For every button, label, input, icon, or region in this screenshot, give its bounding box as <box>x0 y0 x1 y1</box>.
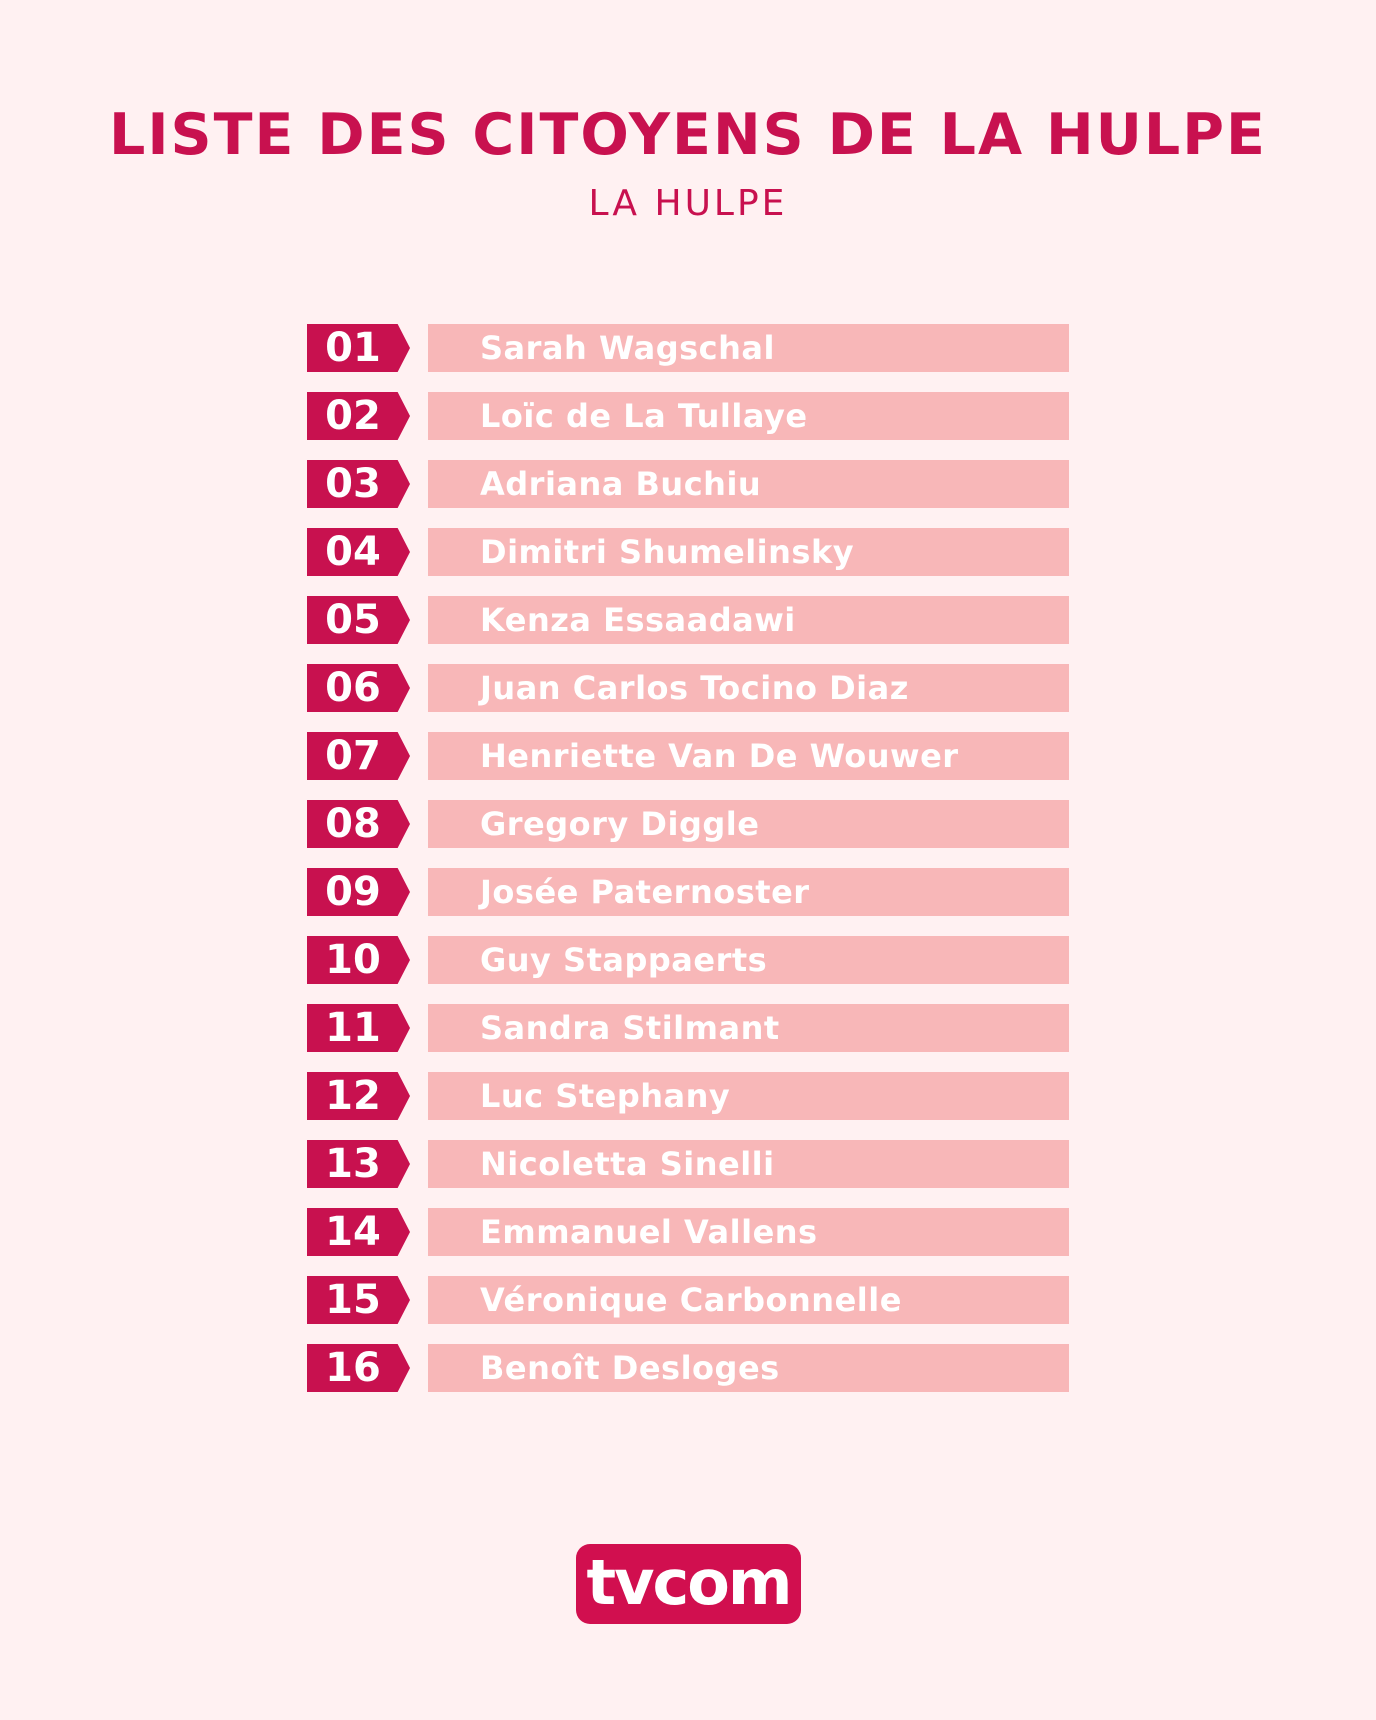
name-bar <box>428 936 1069 984</box>
item-name: Juan Carlos Tocino Diaz <box>480 669 909 707</box>
list-item <box>307 732 1069 780</box>
item-name: Luc Stephany <box>480 1077 731 1115</box>
item-name: Benoît Desloges <box>480 1349 780 1387</box>
name-bar <box>428 1344 1069 1392</box>
item-name: Sarah Wagschal <box>480 329 775 367</box>
item-name: Kenza Essaadawi <box>480 601 796 639</box>
list-item <box>307 1140 1069 1188</box>
name-bar <box>428 732 1069 780</box>
list-item <box>307 528 1069 576</box>
page-title: LISTE DES CITOYENS DE LA HULPE <box>109 102 1267 168</box>
list-item <box>307 392 1069 440</box>
list-item <box>307 664 1069 712</box>
name-bar <box>428 528 1069 576</box>
item-name: Henriette Van De Wouwer <box>480 737 959 775</box>
item-number: 13 <box>325 1141 381 1187</box>
item-name: Guy Stappaerts <box>480 941 768 979</box>
list-item <box>307 324 1069 372</box>
name-bar <box>428 1072 1069 1120</box>
name-bar <box>428 664 1069 712</box>
item-name: Adriana Buchiu <box>480 465 762 503</box>
list-item <box>307 868 1069 916</box>
item-number: 14 <box>325 1209 381 1255</box>
name-bar <box>428 324 1069 372</box>
name-bar <box>428 392 1069 440</box>
page-subtitle: LA HULPE <box>588 183 788 224</box>
name-bar <box>428 596 1069 644</box>
name-bar <box>428 460 1069 508</box>
item-name: Loïc de La Tullaye <box>480 397 808 435</box>
name-bar <box>428 1140 1069 1188</box>
item-number: 09 <box>325 869 381 915</box>
name-bar <box>428 1208 1069 1256</box>
item-number: 01 <box>325 325 381 371</box>
list-item <box>307 596 1069 644</box>
name-bar <box>428 800 1069 848</box>
item-name: Dimitri Shumelinsky <box>480 533 855 571</box>
item-number: 10 <box>325 937 381 983</box>
item-number: 15 <box>325 1277 381 1323</box>
item-number: 06 <box>325 665 381 711</box>
item-number: 02 <box>325 393 381 439</box>
item-number: 11 <box>325 1005 381 1051</box>
item-number: 12 <box>325 1073 381 1119</box>
list-item <box>307 1276 1069 1324</box>
item-number: 16 <box>325 1345 381 1391</box>
item-name: Gregory Diggle <box>480 805 760 843</box>
item-number: 04 <box>325 529 381 575</box>
name-bar <box>428 868 1069 916</box>
list-item <box>307 936 1069 984</box>
item-number: 03 <box>325 461 381 507</box>
name-bar <box>428 1276 1069 1324</box>
item-number: 05 <box>325 597 381 643</box>
list-item <box>307 1208 1069 1256</box>
list-item <box>307 800 1069 848</box>
item-name: Véronique Carbonnelle <box>480 1281 902 1319</box>
tvcom-logo: tvcom <box>576 1544 801 1624</box>
list-item <box>307 460 1069 508</box>
list-item <box>307 1344 1069 1392</box>
list-item <box>307 1072 1069 1120</box>
item-name: Josée Paternoster <box>480 873 810 911</box>
item-name: Nicoletta Sinelli <box>480 1145 775 1183</box>
name-bar <box>428 1004 1069 1052</box>
item-number: 07 <box>325 733 381 779</box>
item-name: Emmanuel Vallens <box>480 1213 818 1251</box>
item-name: Sandra Stilmant <box>480 1009 780 1047</box>
list-item <box>307 1004 1069 1052</box>
item-number: 08 <box>325 801 381 847</box>
